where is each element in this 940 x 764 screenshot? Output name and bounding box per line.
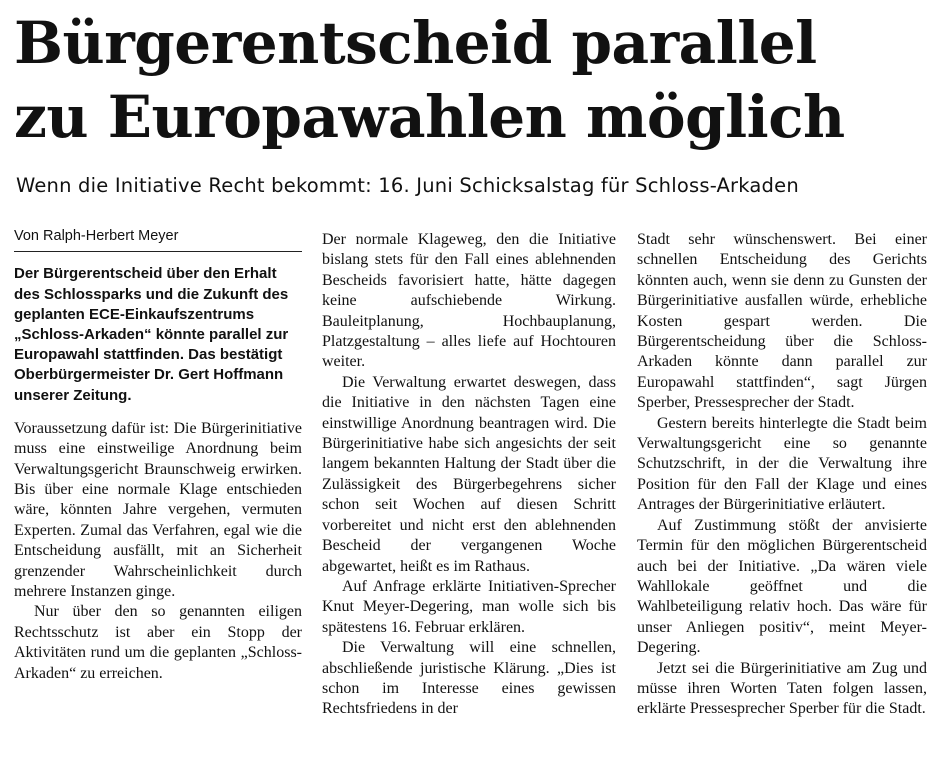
column-3 [637, 230, 927, 720]
headline [14, 6, 934, 154]
body-paragraph: Auf Zustimmung stößt der anvisierte Termin für den möglichen Bürgerentscheid auch bei der Initiative. „Da wären viele Wahllokale geöffnet und die Wahlbeteiligung relativ hoch. Das wäre für unser Anliegen positiv“, meint Meyer-Degering. [637, 516, 927, 657]
column-1 [14, 226, 302, 684]
body-paragraph: Die Verwaltung will eine schnellen, abschließende juristische Klärung. „Dies ist schon im Interesse eines gewissen Rechtsfriedens in der [322, 639, 616, 718]
body-paragraph: Die Verwaltung erwartet deswegen, dass die Initiative in den nächsten Tagen eine einstwillige Anordnung beantragen wird. Die Bürgerinitiative habe sich angesichts der seit langem bekannten Haltung der Stadt über die Zulässigkeit des Bürgerbegehrens sicher schon seit Wochen auf diesen Schritt vorbereitet und nicht erst den ablehnenden Bescheid der vergangenen Woche abgewartet, heißt es im Rathaus. [322, 373, 616, 575]
headline-line-1: Bürgerentscheid parallel [14, 9, 817, 77]
body-paragraph: Stadt sehr wünschenswert. Bei einer schnellen Entscheidung des Gerichts könnten auch, wenn sie denn zu Gunsten der Bürgerinitiative ausfallen würde, erhebliche Kosten gespart werden. Die Bürgerentscheidung über die Schloss-Arkaden könnte dann parallel zur Europawahl stattfinden“, sagt Jürgen Sperber, Pressesprecher der Stadt. [637, 231, 927, 412]
body-paragraph: Voraussetzung dafür ist: Die Bürgerinitiative muss eine einstweilige Anordnung beim Verwaltungsgericht Braunschweig erwirken. Bis über eine normale Klage entschieden wäre, könnten Jahre vergehen, vermuten Experten. Zumal das Verfahren, egal wie die Entscheidung ausfällt, mit an Sicherheit grenzender Wahrscheinlichkeit durch mehrere Instanzen ginge. [14, 419, 302, 601]
body-paragraph: Jetzt sei die Bürgerinitiative am Zug und müsse ihren Worten Taten folgen lassen, erklärte Pressesprecher Sperber für die Stadt. [637, 659, 927, 718]
subheadline: Wenn die Initiative Recht bekommt: 16. Juni Schicksalstag für Schloss-Arkaden [16, 174, 799, 197]
byline: Von Ralph-Herbert Meyer [14, 226, 302, 252]
lead-paragraph: Der Bürgerentscheid über den Erhalt des Schlossparks und die Zukunft des geplanten ECE-Einkaufszentrums „Schloss-Arkaden“ könnte parallel zur Europawahl stattfinden. Das bestätigt Oberbürgermeister Dr. Gert Hoffmann unserer Zeitung. [14, 265, 289, 404]
headline-line-2: zu Europawahlen möglich [14, 83, 845, 151]
body-paragraph: Gestern bereits hinterlegte die Stadt beim Verwaltungsgericht eine so genannte Schutzschrift, in der die Verwaltung ihre Position für den Fall der Klage und eines Antrages der Bürgerinitiative erläutert. [637, 414, 927, 514]
body-paragraph: Nur über den so genannten eiligen Rechtsschutz ist aber ein Stopp der Aktivitäten rund um die geplanten „Schloss-Arkaden“ zu erreichen. [14, 603, 302, 682]
column-2 [322, 230, 616, 720]
body-paragraph: Der normale Klageweg, den die Initiative bislang stets für den Fall eines ablehnenden Bescheids favorisiert hatte, hätte dagegen keine aufschiebende Wirkung. Bauleitplanung, Hochbauplanung, Platzgestaltung – alles liefe auf Hochtouren weiter. [322, 231, 616, 371]
body-paragraph: Auf Anfrage erklärte Initiativen-Sprecher Knut Meyer-Degering, man wolle sich bis spätestens 16. Februar erklären. [322, 577, 616, 636]
